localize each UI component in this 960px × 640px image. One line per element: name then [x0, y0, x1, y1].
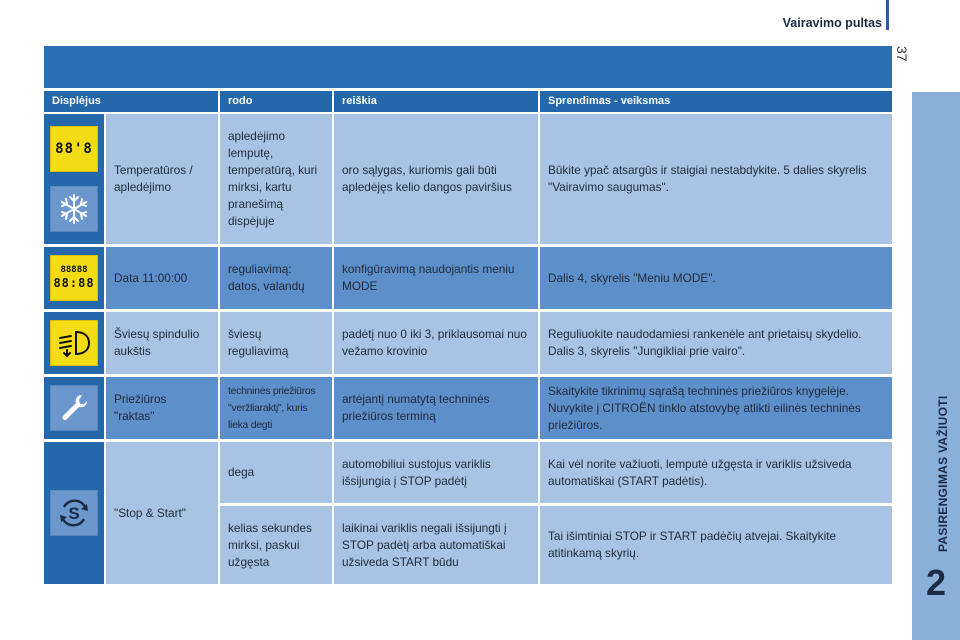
table-row-icon-cell: [44, 377, 104, 439]
column-header-display: Displėjus: [44, 91, 218, 112]
svg-text:S: S: [68, 504, 80, 523]
cell-shows-headlamp: šviesų reguliavimą: [220, 312, 332, 374]
cell-means-date: konfigūravimą naudojantis meniu MODE: [334, 247, 538, 309]
cell-means-stop-start-flash: laikinai variklis negali išsijungti į STOP padėtį arba automatiškai užsiveda START būdu: [334, 506, 538, 584]
888-segment-display-icon: 88'8: [50, 126, 98, 172]
cell-shows-date: reguliavimą: datos, valandų: [220, 247, 332, 309]
headlamp-beam-icon: [50, 320, 98, 366]
column-header-means: reiškia: [334, 91, 538, 112]
cell-means-stop-start-on: automobiliui sustojus variklis išsijungia į STOP padėtį: [334, 442, 538, 503]
chapter-side-label: PASIRENGIMAS VAŽIUOTI: [936, 395, 950, 552]
cell-action-service: Skaitykite tikrinimų sąrašą techninės priežiūros knygelėje. Nuvykite į CITROËN tinklo atstovybę atlikti eilinės techninės priežiūros.: [540, 377, 892, 439]
cell-means-headlamp: padėtį nuo 0 iki 3, priklausomai nuo vežamo krovinio: [334, 312, 538, 374]
cell-action-stop-start-flash: Tai išimtiniai STOP ir START padėčių atvejai. Skaitykite atitinkamą skyrių.: [540, 506, 892, 584]
date-time-display-icon: 88888 88:88: [50, 255, 98, 301]
table-row-icon-cell: [44, 442, 104, 584]
stop-start-icon: [50, 490, 98, 536]
header-rule: [886, 0, 889, 30]
table-row-icon-cell: [44, 312, 104, 374]
cell-shows-service: techninės priežiūros "veržliaraktį", kuris lieka degti: [220, 377, 332, 439]
page-header-title: Vairavimo pultas: [782, 16, 882, 30]
wrench-icon: [50, 385, 98, 431]
cell-display-headlamp: Šviesų spindulio aukštis: [106, 312, 218, 374]
cell-means-temperature: oro sąlygas, kuriomis gali būti apledėjęs kelio dangos paviršius: [334, 114, 538, 244]
cell-means-service: artėjantį numatytą techninės priežiūros terminą: [334, 377, 538, 439]
warning-indicator-table: [44, 46, 892, 584]
cell-action-headlamp: Reguliuokite naudodamiesi rankenėle ant prietaisų skydelio. Dalis 3, skyrelis "Jungikliai prie vairo".: [540, 312, 892, 374]
cell-action-temperature: Būkite ypač atsargūs ir staigiai nestabdykite. 5 dalies skyrelis "Vairavimo saugumas".: [540, 114, 892, 244]
chapter-number: 2: [925, 562, 947, 603]
cell-display-temperature: Temperatūros / apledėjimo: [106, 114, 218, 244]
table-row-icon-cell: [44, 247, 104, 309]
column-header-shows: rodo: [220, 91, 332, 112]
cell-shows-stop-start-on: dega: [220, 442, 332, 503]
page-number: 37: [894, 46, 910, 62]
table-row-icon-cell: [44, 114, 104, 244]
column-header-action: Sprendimas - veiksmas: [540, 91, 892, 112]
cell-display-date: Data 11:00:00: [106, 247, 218, 309]
cell-action-stop-start-on: Kai vėl norite važiuoti, lemputė užgęsta ir variklis užsiveda automatiškai (START padėtis).: [540, 442, 892, 503]
cell-action-date: Dalis 4, skyrelis "Meniu MODE".: [540, 247, 892, 309]
cell-shows-temperature: apledėjimo lemputę, temperatūrą, kuri mirksi, kartu pranešimą dispėjuje: [220, 114, 332, 244]
snowflake-icon: [50, 186, 98, 232]
cell-display-service: Priežiūros "raktas": [106, 377, 218, 439]
table-banner: [44, 46, 892, 88]
cell-shows-stop-start-flash: kelias sekundes mirksi, paskui užgęsta: [220, 506, 332, 584]
cell-display-stop-start: "Stop & Start": [106, 442, 218, 584]
